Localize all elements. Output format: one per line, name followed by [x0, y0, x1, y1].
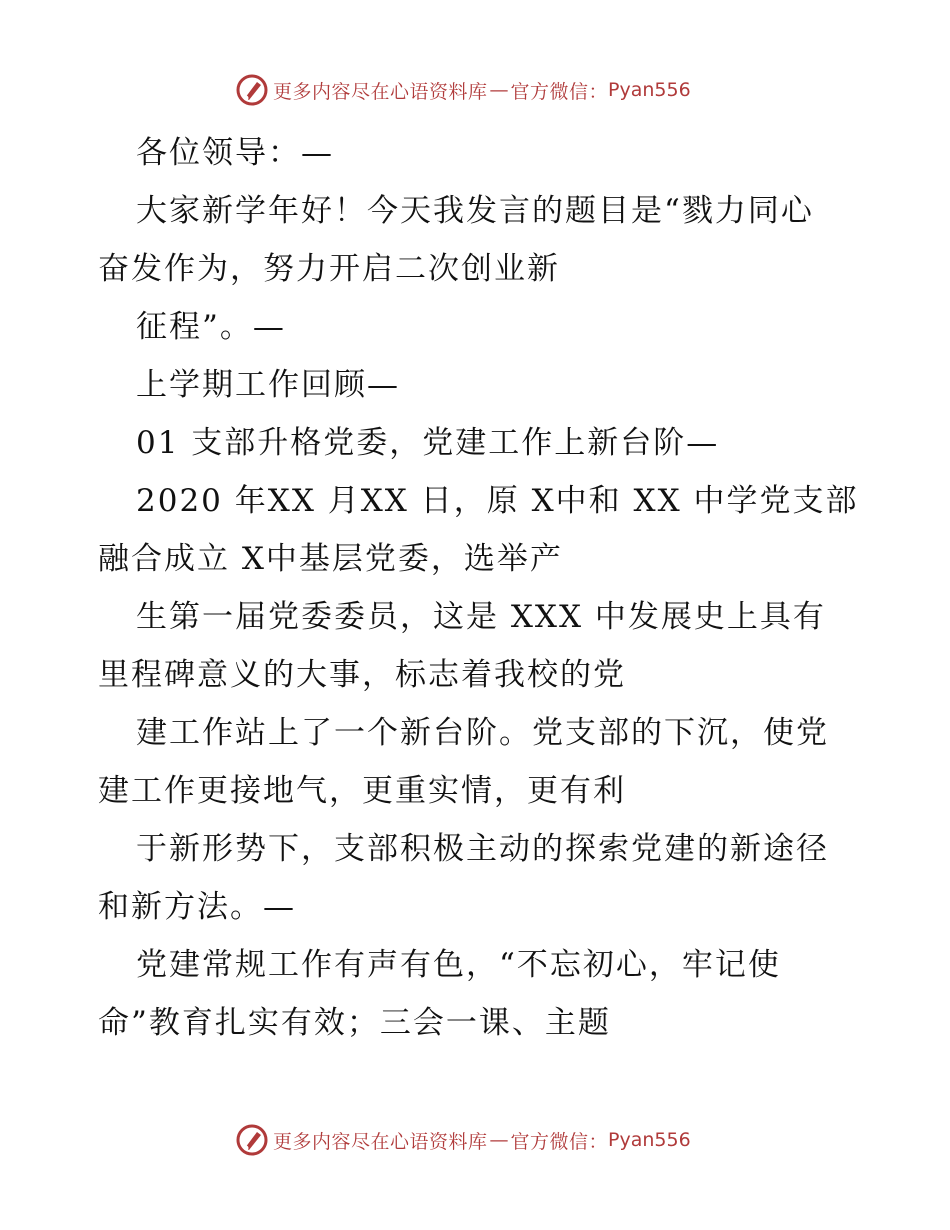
banner-separator: — — [489, 1129, 509, 1151]
doc-line: 征程”。— — [136, 309, 286, 345]
doc-line: 融合成立 X中基层党委，选举产 — [98, 541, 563, 577]
doc-line: 奋发作为，努力开启二次创业新 — [98, 251, 560, 287]
doc-line: 建工作更接地气，更重实情，更有利 — [98, 773, 626, 809]
banner-handle: Pyan556 — [608, 79, 691, 101]
doc-line: 里程碑意义的大事，标志着我校的党 — [98, 657, 626, 693]
doc-line: 党建常规工作有声有色，“不忘初心，牢记使 — [136, 947, 781, 983]
doc-line: 和新方法。— — [98, 889, 296, 925]
header-banner — [235, 72, 715, 108]
banner-title: 更多内容尽在心语资料库 — [273, 1130, 488, 1153]
banner-handle: Pyan556 — [608, 1129, 691, 1151]
doc-line: 生第一届党委委员，这是 XXX 中发展史上具有 — [136, 599, 826, 635]
doc-line: 命”教育扎实有效；三会一课、主题 — [98, 1005, 611, 1041]
pen-logo-icon — [235, 73, 269, 107]
doc-line: 2020 年XX 月XX 日，原 X中和 XX 中学党支部 — [136, 483, 859, 519]
doc-line: 各位领导：— — [136, 135, 334, 171]
document-body — [98, 124, 858, 1052]
doc-line: 于新形势下，支部积极主动的探索党建的新途径 — [136, 831, 829, 867]
banner-separator: — — [489, 79, 509, 101]
banner-title: 更多内容尽在心语资料库 — [273, 80, 488, 103]
doc-line: 大家新学年好！今天我发言的题目是“戮力同心 — [136, 193, 814, 229]
banner-wechat-label: 官方微信： — [510, 1130, 609, 1153]
doc-line: 上学期工作回顾— — [136, 367, 400, 403]
footer-banner — [235, 1122, 715, 1158]
doc-line: 01 支部升格党委，党建工作上新台阶— — [136, 425, 720, 461]
banner-wechat-label: 官方微信： — [510, 80, 609, 103]
doc-line: 建工作站上了一个新台阶。党支部的下沉，使党 — [136, 715, 829, 751]
pen-logo-icon — [235, 1123, 269, 1157]
